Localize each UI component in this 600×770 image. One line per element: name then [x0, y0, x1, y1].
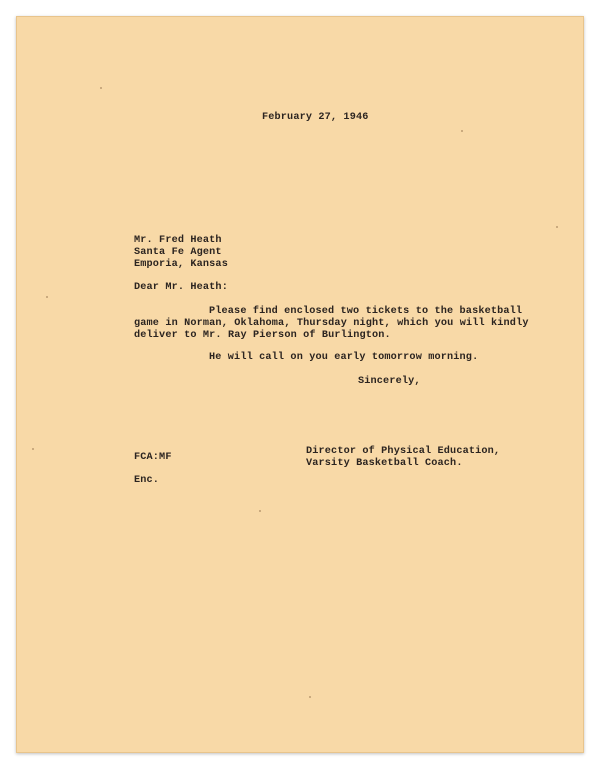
paper-speck	[259, 510, 261, 512]
signature-line-2: Varsity Basketball Coach.	[306, 458, 463, 469]
paper-speck	[32, 448, 34, 450]
body-paragraph-1-line-2: game in Norman, Oklahoma, Thursday night, which you will kindly	[134, 318, 529, 329]
paper-speck	[309, 696, 311, 698]
recipient-name: Mr. Fred Heath	[134, 235, 222, 246]
salutation: Dear Mr. Heath:	[134, 282, 228, 293]
paper-speck	[556, 226, 558, 228]
letter-date: February 27, 1946	[262, 112, 369, 123]
closing: Sincerely,	[358, 376, 421, 387]
recipient-city: Emporia, Kansas	[134, 259, 228, 270]
body-paragraph-2: He will call on you early tomorrow morning.	[209, 352, 479, 363]
paper-speck	[100, 87, 102, 89]
signature-line-1: Director of Physical Education,	[306, 446, 501, 457]
enclosure-note: Enc.	[134, 475, 160, 486]
reference-initials: FCA:MF	[134, 452, 172, 463]
paper-speck	[46, 296, 48, 298]
body-paragraph-1-line-1: Please find enclosed two tickets to the basketball	[209, 306, 523, 317]
letter-page	[16, 16, 584, 753]
recipient-title: Santa Fe Agent	[134, 247, 222, 258]
paper-speck	[461, 130, 463, 132]
body-paragraph-1-line-3: deliver to Mr. Ray Pierson of Burlington.	[134, 330, 391, 341]
